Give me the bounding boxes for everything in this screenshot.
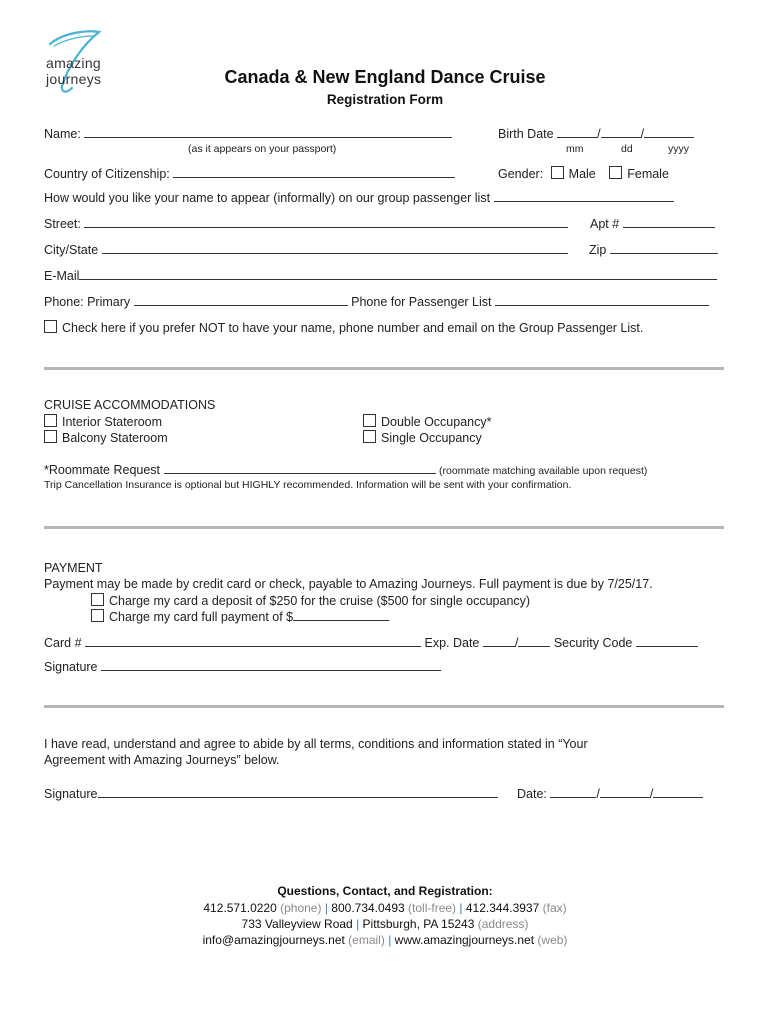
deposit-option: [91, 593, 530, 608]
zip-field[interactable]: [610, 242, 718, 254]
birth-sep-1: /: [597, 127, 601, 141]
footer-phones: [0, 901, 770, 915]
email-field[interactable]: [79, 268, 717, 280]
agreement-signature-field[interactable]: [98, 786, 498, 798]
email-label: E-Mail: [44, 269, 80, 283]
zip-row: [589, 242, 718, 257]
phone-primary-label: Phone: Primary: [44, 295, 131, 309]
city-field[interactable]: [102, 242, 568, 254]
city-label: City/State: [44, 243, 99, 257]
citizenship-label: Country of Citizenship:: [44, 167, 170, 181]
agreement-signature-label: Signature: [44, 787, 98, 801]
section-divider-1: [44, 367, 724, 370]
gender-male-label: Male: [568, 167, 596, 181]
informal-name-field[interactable]: [494, 190, 674, 202]
security-code-field[interactable]: [636, 635, 698, 647]
apt-label: Apt #: [590, 217, 620, 231]
name-hint: (as it appears on your passport): [188, 143, 337, 155]
footer-sep-3: |: [356, 917, 360, 931]
card-row: [44, 635, 698, 650]
street-label: Street:: [44, 217, 81, 231]
zip-label: Zip: [589, 243, 607, 257]
roommate-field[interactable]: [164, 462, 436, 474]
footer-sep-4: |: [388, 933, 392, 947]
card-number-field[interactable]: [85, 635, 421, 647]
birth-day-field[interactable]: [601, 126, 641, 138]
insurance-note: Trip Cancellation Insurance is optional but HIGHLY recommended. Information will be sent with your confirmation.: [44, 479, 572, 491]
exp-year-field[interactable]: [518, 635, 550, 647]
optout-row: [44, 320, 643, 335]
footer-phone-tag: (phone): [280, 901, 322, 915]
double-checkbox[interactable]: [363, 414, 376, 427]
single-option: [363, 430, 482, 445]
section-divider-3: [44, 705, 724, 708]
double-label: Double Occupancy*: [381, 415, 492, 429]
birth-sep-2: /: [640, 127, 645, 141]
footer-contact: [0, 933, 770, 947]
interior-option: [44, 414, 162, 429]
informal-name-row: [44, 190, 674, 205]
footer-fax: 412.344.3937: [465, 901, 540, 915]
birth-yyyy-hint: yyyy: [668, 143, 689, 155]
agreement-date-day-field[interactable]: [600, 786, 650, 798]
birth-date-label: Birth Date: [498, 127, 554, 141]
full-payment-checkbox[interactable]: [91, 609, 104, 622]
balcony-checkbox[interactable]: [44, 430, 57, 443]
agreement-text-line1: I have read, understand and agree to abide by all terms, conditions and information stated in “Your: [44, 737, 588, 751]
accommodations-heading: CRUISE ACCOMMODATIONS: [44, 398, 216, 412]
exp-label: Exp. Date: [424, 636, 480, 650]
card-label: Card #: [44, 636, 82, 650]
balcony-option: [44, 430, 168, 445]
phone-list-field[interactable]: [495, 294, 709, 306]
name-field[interactable]: [84, 126, 452, 138]
footer-heading: Questions, Contact, and Registration:: [277, 884, 493, 898]
gender-female-checkbox[interactable]: [609, 166, 622, 179]
gender-female-label: Female: [627, 167, 669, 181]
birth-year-field[interactable]: [644, 126, 694, 138]
optout-label: Check here if you prefer NOT to have your name, phone number and email on the Group Passenger List.: [62, 321, 644, 335]
section-divider-2: [44, 526, 724, 529]
double-option: [363, 414, 491, 429]
agreement-date-month-field[interactable]: [550, 786, 596, 798]
payment-note: Payment may be made by credit card or check, payable to Amazing Journeys. Full payment is due by 7/25/17.: [44, 577, 653, 591]
street-field[interactable]: [84, 216, 568, 228]
footer-address: [0, 917, 770, 931]
roommate-row: [44, 462, 647, 477]
agreement-signature-row: [44, 786, 498, 801]
deposit-checkbox[interactable]: [91, 593, 104, 606]
agreement-text-line2: Agreement with Amazing Journeys” below.: [44, 753, 280, 767]
email-row: [44, 268, 717, 283]
footer-street: 733 Valleyview Road: [241, 917, 353, 931]
balcony-label: Balcony Stateroom: [62, 431, 168, 445]
logo-text: amazing journeys: [46, 55, 102, 87]
single-checkbox[interactable]: [363, 430, 376, 443]
gender-row: [498, 166, 669, 181]
payment-heading: PAYMENT: [44, 561, 103, 575]
gender-male-checkbox[interactable]: [551, 166, 564, 179]
gender-label: Gender:: [498, 167, 544, 181]
footer-web[interactable]: www.amazingjourneys.net: [394, 933, 535, 947]
security-code-label: Security Code: [553, 636, 633, 650]
roommate-note: (roommate matching available upon request): [439, 465, 648, 477]
exp-month-field[interactable]: [483, 635, 515, 647]
city-row: [44, 242, 568, 257]
footer-address-tag: (address): [477, 917, 529, 931]
optout-checkbox[interactable]: [44, 320, 57, 333]
payment-signature-label: Signature: [44, 660, 98, 674]
full-payment-option: [91, 609, 389, 624]
apt-field[interactable]: [623, 216, 715, 228]
footer-tollfree: 800.734.0493: [331, 901, 405, 915]
footer-web-tag: (web): [537, 933, 568, 947]
birth-dd-hint: dd: [621, 143, 633, 155]
apt-row: [590, 216, 715, 231]
phone-row: [44, 294, 709, 309]
exp-sep: /: [514, 636, 519, 650]
street-row: [44, 216, 568, 231]
birth-mm-hint: mm: [566, 143, 584, 155]
birth-month-field[interactable]: [557, 126, 597, 138]
payment-signature-row: [44, 659, 441, 674]
footer-city: Pittsburgh, PA 15243: [362, 917, 475, 931]
citizenship-field[interactable]: [173, 166, 455, 178]
name-label: Name:: [44, 127, 81, 141]
page-title: Canada & New England Dance Cruise: [224, 67, 546, 87]
footer-phone: 412.571.0220: [203, 901, 277, 915]
citizenship-row: [44, 166, 455, 181]
deposit-label: Charge my card a deposit of $250 for the cruise ($500 for single occupancy): [109, 594, 531, 608]
footer-email-tag: (email): [348, 933, 385, 947]
single-label: Single Occupancy: [381, 431, 482, 445]
birth-date-row: [498, 126, 694, 141]
interior-label: Interior Stateroom: [62, 415, 163, 429]
payment-signature-field[interactable]: [101, 659, 441, 671]
informal-name-label: How would you like your name to appear (informally) on our group passenger list: [44, 191, 491, 205]
interior-checkbox[interactable]: [44, 414, 57, 427]
phone-primary-field[interactable]: [134, 294, 348, 306]
agreement-date-label: Date:: [517, 787, 547, 801]
roommate-label: *Roommate Request: [44, 463, 161, 477]
page-subtitle: Registration Form: [326, 92, 444, 107]
footer-fax-tag: (fax): [542, 901, 567, 915]
full-payment-amount-field[interactable]: [293, 609, 389, 621]
agreement-date-sep-1: /: [596, 787, 600, 801]
full-payment-label: Charge my card full payment of $: [109, 610, 294, 624]
footer-sep-1: |: [324, 901, 328, 915]
footer-sep-2: |: [459, 901, 463, 915]
agreement-date-year-field[interactable]: [653, 786, 703, 798]
footer-tollfree-tag: (toll-free): [408, 901, 457, 915]
agreement-date-sep-2: /: [649, 787, 654, 801]
name-row: [44, 126, 452, 141]
agreement-date-row: [517, 786, 703, 801]
phone-list-label: Phone for Passenger List: [351, 295, 492, 309]
footer-email[interactable]: info@amazingjourneys.net: [202, 933, 345, 947]
